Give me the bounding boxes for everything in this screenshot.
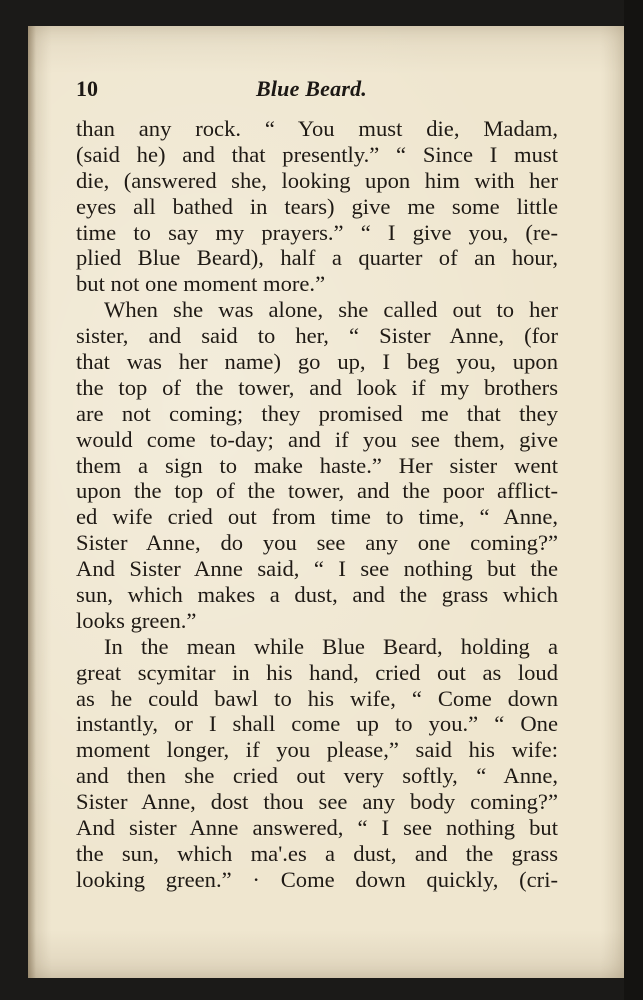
text-line: Sister Anne, do you see any one coming?” (76, 530, 558, 556)
text-line: upon the top of the tower, and the poor afflict- (76, 478, 558, 504)
text-line: sun, which makes a dust, and the grass which (76, 582, 558, 608)
text-line: And Sister Anne said, “ I see nothing but the (76, 556, 558, 582)
text-line: the top of the tower, and look if my brothers (76, 374, 558, 400)
text-line: Sister Anne, dost thou see any body coming?” (76, 789, 558, 815)
text-line: great scymitar in his hand, cried out as loud (76, 659, 558, 685)
body-text (76, 116, 558, 893)
text-line: looking green.” · Come down quickly, (cri- (76, 866, 558, 892)
text-line: are not coming; they promised me that they (76, 400, 558, 426)
text-line: that was her name) go up, I beg you, upon (76, 349, 558, 375)
text-line: And sister Anne answered, “ I see nothing but (76, 815, 558, 841)
text-line: instantly, or I shall come up to you.” “ One (76, 711, 558, 737)
text-line: the sun, which ma'.es a dust, and the grass (76, 840, 558, 866)
text-line: die, (answered she, looking upon him with her (76, 167, 558, 193)
text-line: sister, and said to her, “ Sister Anne, (for (76, 323, 558, 349)
text-line: moment longer, if you please,” said his wife: (76, 737, 558, 763)
page-header (76, 74, 558, 108)
text-line: eyes all bathed in tears) give me some little (76, 193, 558, 219)
text-line: would come to-day; and if you see them, give (76, 426, 558, 452)
text-line: as he could bawl to his wife, “ Come down (76, 685, 558, 711)
text-line: When she was alone, she called out to her (104, 297, 558, 323)
page-gutter-shadow (28, 26, 36, 978)
text-line: them a sign to make haste.” Her sister went (76, 452, 558, 478)
text-line: In the mean while Blue Beard, holding a (104, 633, 558, 659)
text-line: ed wife cried out from time to time, “ Anne, (76, 504, 558, 530)
text-line: plied Blue Beard), half a quarter of an hour, (76, 245, 558, 271)
text-line: time to say my prayers.” “ I give you, (re- (76, 219, 558, 245)
text-line: but not one moment more.” (76, 271, 326, 297)
page-number: 10 (76, 76, 98, 101)
text-line: (said he) and that presently.” “ Since I must (76, 141, 558, 167)
text-line: and then she cried out very softly, “ Anne, (76, 763, 558, 789)
text-line: looks green.” (76, 607, 197, 633)
text-line: than any rock. “ You must die, Madam, (76, 116, 558, 141)
running-head: Blue Beard. (256, 76, 367, 101)
book-edge (624, 0, 643, 1000)
